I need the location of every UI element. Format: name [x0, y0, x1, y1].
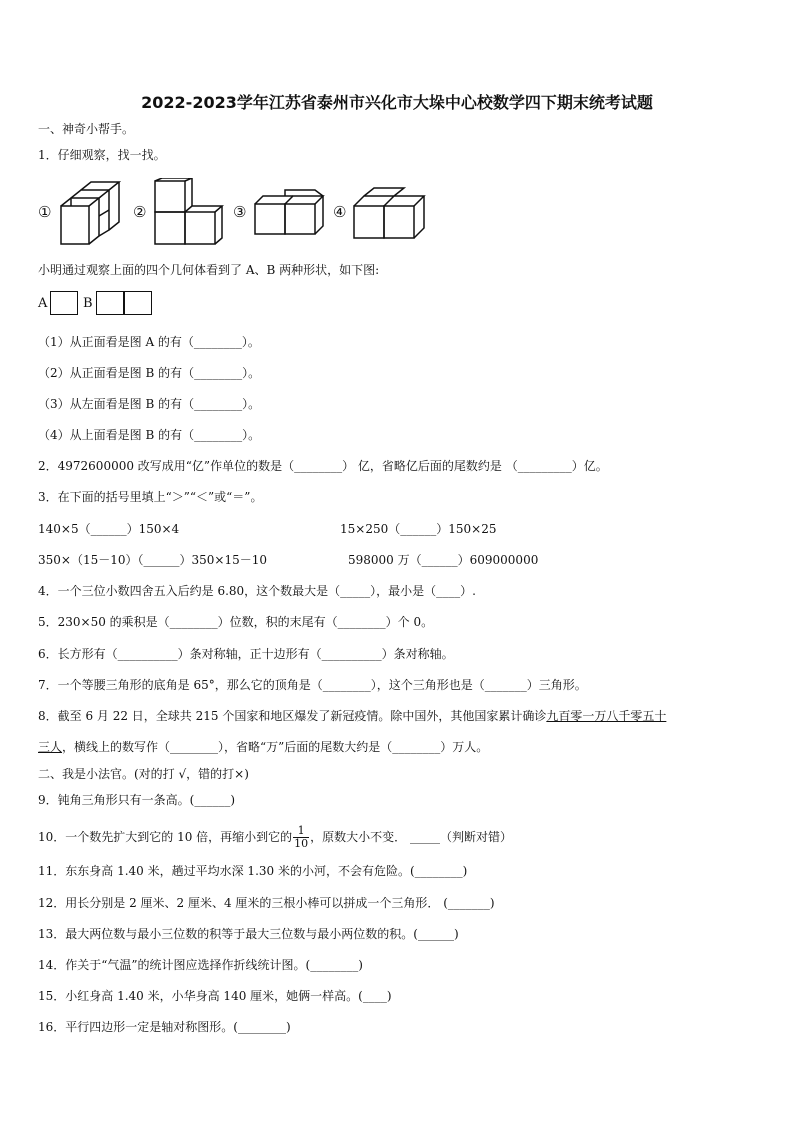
- question-6: 6．长方形有（__________）条对称轴，正十边形有（__________）条对称轴。: [38, 647, 454, 661]
- fraction-numerator: 1: [293, 825, 309, 838]
- question-1-sub-4: （4）从上面看是图 B 的有（________）。: [38, 428, 261, 442]
- question-12: 12．用长分别是 2 厘米、2 厘米、4 厘米的三根小棒可以拼成一个三角形． (_______): [38, 896, 495, 910]
- figure-4-cubes-icon: [352, 186, 428, 242]
- question-8-text: 8．截至 6 月 22 日，全球共 215 个国家和地区爆发了新冠疫情。除中国外，其他国家累计确诊: [38, 709, 547, 723]
- shape-a-square: [50, 291, 78, 315]
- question-9: 9．钝角三角形只有一条高。(______): [38, 793, 235, 807]
- figure-label-3: ③: [233, 203, 247, 221]
- question-10-after: ，原数大小不变． _____（判断对错）: [310, 830, 512, 844]
- fraction-one-tenth: [293, 825, 309, 850]
- figure-2-cubes-icon: [152, 178, 228, 248]
- figure-label-2: ②: [133, 203, 147, 221]
- question-10: [38, 825, 512, 850]
- fraction-denominator: 10: [294, 837, 309, 850]
- question-8-line-1: [38, 708, 666, 724]
- figure-label-1: ①: [38, 203, 52, 221]
- shape-b-square-left: [96, 291, 124, 315]
- question-15: 15．小红身高 1.40 米，小华身高 140 厘米，她俩一样高。(____): [38, 989, 392, 1003]
- question-14: 14．作关于“气温”的统计图应选择作折线统计图。(________): [38, 958, 363, 972]
- question-16: 16．平行四边形一定是轴对称图形。(________): [38, 1020, 291, 1034]
- question-2: 2．4972600000 改写成用“亿”作单位的数是（________） 亿，省略亿后面的尾数约是 （_________）亿。: [38, 459, 608, 473]
- section-2-heading: 二、我是小法官。(对的打 √，错的打×): [38, 767, 249, 781]
- question-3-item-1b: 15×250（______）150×25: [340, 522, 497, 536]
- question-3: 3．在下面的括号里填上“＞”“＜”或“＝”。: [38, 490, 263, 504]
- figure-1-cubes-icon: [58, 178, 130, 248]
- shape-b-label: B: [83, 296, 93, 311]
- question-7: 7．一个等腰三角形的底角是 65°，那么它的顶角是（________），这个三角形也是（_______）三角形。: [38, 678, 587, 692]
- question-10-before: 10．一个数先扩大到它的 10 倍，再缩小到它的: [38, 830, 293, 844]
- question-1-sub-1: （1）从正面看是图 A 的有（________）。: [38, 335, 260, 349]
- question-1: 1．仔细观察，找一找。: [38, 148, 166, 162]
- question-8-underlined-number: 九百零一万八千零五十: [546, 709, 667, 723]
- figure-label-4: ④: [333, 203, 347, 221]
- shape-b-square-right: [124, 291, 152, 315]
- question-1-sub-3: （3）从左面看是图 B 的有（________）。: [38, 397, 261, 411]
- question-11: 11．东东身高 1.40 米，趟过平均水深 1.30 米的小河，不会有危险。(________): [38, 864, 468, 878]
- question-5: 5．230×50 的乘积是（________）位数，积的末尾有（________）个 0。: [38, 615, 434, 629]
- figure-3-cubes-icon: [253, 188, 325, 238]
- shape-a-label: A: [38, 296, 48, 311]
- question-8-rest: ，横线上的数写作（________），省略“万”后面的尾数大约是（________）万人。: [62, 740, 489, 754]
- question-3-item-2a: 350×（15－10）（______）350×15－10: [38, 553, 267, 567]
- question-3-item-1a: 140×5（______）150×4: [38, 522, 180, 536]
- question-8-line-2: [38, 739, 488, 755]
- question-3-item-2b: 598000 万（______）609000000: [348, 553, 539, 567]
- question-4: 4．一个三位小数四舍五入后约是 6.80，这个数最大是（_____），最小是（____）.: [38, 584, 476, 598]
- question-1-description: 小明通过观察上面的四个几何体看到了 A、B 两种形状，如下图:: [38, 263, 380, 277]
- question-8-underlined-end: 三人: [38, 740, 63, 754]
- page-title: 2022-2023学年江苏省泰州市兴化市大垛中心校数学四下期末统考试题: [141, 93, 653, 112]
- question-1-sub-2: （2）从正面看是图 B 的有（________）。: [38, 366, 261, 380]
- section-1-heading: 一、神奇小帮手。: [38, 122, 135, 136]
- question-13: 13．最大两位数与最小三位数的积等于最大三位数与最小两位数的积。(______): [38, 927, 459, 941]
